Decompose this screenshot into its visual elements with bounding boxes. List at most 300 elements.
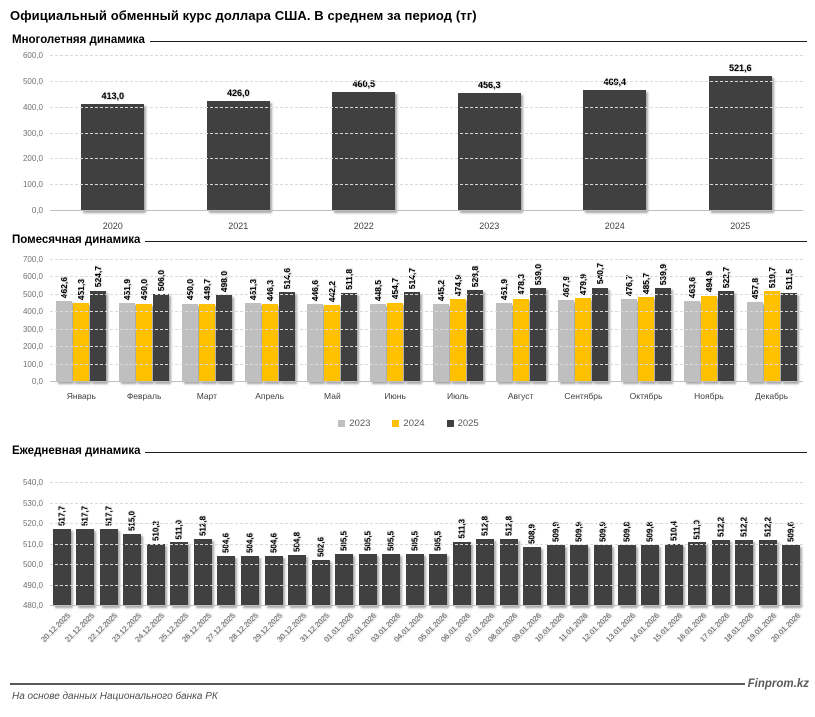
bar-group [570,483,588,606]
x-axis-label: Ноябрь [694,391,724,401]
bar [665,544,683,606]
section-monthly [8,234,809,429]
bar-group [207,56,270,211]
value-label: 512,8 [198,515,208,536]
bar [90,291,106,382]
value-label: 509,9 [574,521,584,542]
value-label: 509,9 [598,521,608,542]
bar [245,303,261,382]
bar-cell [359,483,377,606]
y-axis-tick-label: 600,0 [22,272,43,282]
gridline [50,158,803,159]
x-axis-label: 31.12.2025 [298,611,331,644]
y-axis-monthly [8,255,50,386]
bar-cell [76,483,94,606]
x-axis-label: Январь [66,391,96,401]
bar [433,304,449,382]
gridline [50,55,803,56]
x-axis-label: Декабрь [755,391,789,401]
section-title-daily: Ежедневная динамика [12,445,141,457]
bar-group [594,483,612,606]
bar [147,544,165,606]
bar-group [429,483,447,606]
bar-cell [618,483,636,606]
y-axis-tick-label: 300,0 [22,324,43,334]
x-axis-label: 29.12.2025 [250,611,284,644]
value-label: 510,4 [669,520,679,541]
gridline [50,346,803,347]
x-axis-label-cell [119,382,169,404]
y-axis-tick-label: 200,0 [22,342,43,352]
gridline [50,523,803,524]
x-axis-label: 2022 [353,221,374,231]
x-axis-label: 14.01.2026 [627,611,661,644]
x-axis-label: 21.12.2025 [62,611,96,644]
x-axis-label: 27.12.2025 [203,611,237,644]
bar-cell [688,483,706,606]
y-axis-tick-label: 700,0 [22,255,43,264]
x-axis-label: 28.12.2025 [227,611,261,644]
value-label: 512,8 [480,515,490,536]
bar [467,290,483,382]
section-header-yearly [12,34,807,46]
bar-group [382,483,400,606]
value-label: 474,9 [452,274,463,297]
bar-group [735,483,753,606]
bar-cell [335,483,353,606]
bar [136,304,152,382]
x-axis-label: 09.01.2026 [509,611,543,644]
bar [684,301,700,382]
section-rule [150,41,807,42]
x-axis-label: 24.12.2025 [133,611,167,644]
y-axis-tick-label: 520,0 [22,519,43,528]
bar [618,545,636,606]
x-axis-label-cell [332,211,395,234]
bar [119,303,135,382]
bar [718,291,734,382]
bar-group [288,483,306,606]
x-axis-label-cell [684,382,734,404]
bar [382,554,400,606]
bar-cell [241,483,259,606]
bar-group [547,483,565,606]
bar [530,288,546,382]
bar-cell [759,483,777,606]
bar-cell [100,483,118,606]
bar-group [709,56,772,211]
value-label: 511,0 [692,519,702,540]
section-rule [145,241,807,242]
monthly-bar-chart [8,255,803,404]
bar [764,291,780,382]
value-label: 519,7 [766,267,777,289]
bar-cell [594,483,612,606]
x-axis-label: 07.01.2026 [462,611,496,644]
bar-group [665,483,683,606]
bar [429,554,447,606]
footer [10,678,809,690]
value-label: 508,9 [527,523,537,544]
x-axis-label: 06.01.2026 [439,611,473,644]
value-label: 463,6 [686,276,697,299]
chart-legend [8,418,809,429]
value-label: 521,6 [728,63,752,74]
value-label: 478,3 [515,274,526,296]
value-label: 476,7 [624,274,635,296]
bar [73,303,89,382]
x-axis-label-cell [458,211,521,234]
bar-group [359,483,377,606]
legend-label: 2025 [457,418,479,429]
bar [199,304,215,382]
bar [170,542,188,606]
value-label: 517,7 [80,505,90,526]
x-axis-label-cell [747,382,797,404]
bar-cell [665,483,683,606]
bar [781,293,797,382]
value-label: 512,8 [504,515,514,536]
section-rule [145,452,807,453]
bar [262,304,278,382]
x-axis-label: 18.01.2026 [721,611,755,644]
y-axis-daily [8,478,50,610]
value-label: 505,5 [410,530,420,551]
value-label: 502,6 [316,536,326,557]
x-axis-label: 26.12.2025 [180,611,214,644]
x-axis-label: 23.12.2025 [109,611,143,644]
bar-group [53,483,71,606]
bar-cell [735,483,753,606]
y-axis-tick-label: 100,0 [22,359,43,369]
x-axis-label-cell [182,382,232,404]
section-header-monthly [12,234,807,246]
bar [406,554,424,606]
value-label: 511,8 [344,269,355,290]
x-axis-label: 22.12.2025 [86,611,120,644]
bar [782,545,800,606]
value-label: 451,9 [498,278,509,301]
x-axis-label: 2025 [730,221,751,231]
x-axis-labels-yearly [50,211,803,234]
value-label: 457,8 [749,277,760,300]
y-axis-tick-label: 400,0 [22,102,43,112]
y-axis-tick-label: 540,0 [22,478,43,487]
bar-group [712,483,730,606]
bar-cell [523,483,541,606]
x-axis-label-cell [433,382,483,404]
x-axis-label: 11.01.2026 [557,611,590,644]
x-axis-label: Март [196,391,218,401]
gridline [50,564,803,565]
bar-cell [453,483,471,606]
value-label: 504,8 [292,532,302,553]
value-label: 511,0 [174,519,184,540]
plot-area-yearly [50,56,803,211]
x-axis-label: 2023 [479,221,500,231]
bar [324,305,340,382]
bar [207,101,270,211]
x-axis-label-cell [709,211,772,234]
value-label: 514,7 [407,268,418,290]
bar-group [406,483,424,606]
bar-group [641,483,659,606]
bar-cell [406,483,424,606]
value-label: 512,2 [763,516,773,537]
bar-group [500,483,518,606]
value-label: 451,3 [247,279,258,301]
bar [583,90,646,211]
section-title-monthly: Помесячная динамика [12,234,141,246]
y-axis-tick-label: 500,0 [22,76,43,86]
plot-area-monthly [50,260,803,382]
value-label: 524,7 [93,266,104,288]
value-label: 509,8 [645,521,655,542]
x-axis-label: 2021 [228,221,249,231]
footer-rule [10,683,745,685]
value-label: 522,7 [720,266,731,288]
value-label: 512,2 [716,516,726,537]
bar [570,545,588,606]
bar [387,303,403,382]
value-label: 509,8 [622,521,632,542]
bar-cell [500,483,518,606]
bar-cell [53,483,71,606]
gridline [50,294,803,295]
value-label: 454,7 [390,278,401,300]
x-axis-label: 20.01.2026 [768,611,802,644]
legend-swatch [338,420,345,427]
bar [312,560,330,606]
bar-group [312,483,330,606]
bar [523,547,541,606]
x-axis-label: 13.01.2026 [603,611,637,644]
value-label: 504,6 [245,532,255,553]
x-axis-label-cell [81,211,144,234]
value-label: 469,4 [603,76,627,87]
bar-cell [312,483,330,606]
value-label: 446,6 [310,279,321,302]
legend-entry [392,418,424,429]
bar [123,534,141,606]
bar-group [170,483,188,606]
x-axis-label: 05.01.2026 [415,611,449,644]
y-axis-tick-label: 600,0 [22,51,43,60]
gridline [50,259,803,260]
x-axis-label: 2020 [102,221,123,231]
value-label: 505,5 [433,530,443,551]
legend-label: 2024 [403,418,425,429]
bar-cell [207,56,270,211]
bar-cell [288,483,306,606]
bar [592,288,608,382]
gridline [50,329,803,330]
value-label: 511,5 [783,269,794,290]
value-label: 450,0 [184,279,195,301]
bar [332,92,395,211]
bar [641,545,659,606]
bar [759,540,777,606]
bar-cell [217,483,235,606]
x-axis-label: 20.12.2025 [39,611,73,644]
y-axis-tick-label: 0,0 [31,206,43,215]
bar [500,539,518,606]
bar-group [217,483,235,606]
gridline [50,81,803,82]
x-axis-label-cell [621,382,671,404]
value-label: 512,2 [739,516,749,537]
bar-group [476,483,494,606]
bar-cell [147,483,165,606]
bar-group [523,483,541,606]
value-label: 456,3 [477,80,501,91]
bar-group [123,483,141,606]
value-label: 517,7 [57,505,67,526]
legend-entry [338,418,370,429]
page-title: Официальный обменный курс доллара США. В среднем за период (тг) [10,8,477,23]
x-axis-label: 30.12.2025 [274,611,308,644]
value-label: 451,9 [122,278,133,301]
bar-group [100,483,118,606]
y-axis-tick-label: 500,0 [22,560,43,569]
section-title-yearly: Многолетняя динамика [12,34,145,46]
bar-cell [570,483,588,606]
bar-cell [712,483,730,606]
value-label: 511,3 [457,519,467,539]
value-label: 462,6 [59,277,70,299]
bar [153,294,169,382]
section-daily [8,445,809,670]
bar-group [332,56,395,211]
x-axis-label: 08.01.2026 [486,611,520,644]
value-label: 539,9 [658,263,669,285]
x-axis-label: 2024 [604,221,625,231]
gridline [50,311,803,312]
bar-cell [382,483,400,606]
x-axis-label-cell [245,382,295,404]
value-label: 528,8 [469,265,480,287]
bar-cell [782,483,800,606]
gridline [50,210,803,211]
bar-group [241,483,259,606]
bar [453,542,471,606]
bar [56,301,72,382]
bar [53,529,71,606]
value-label: 540,7 [595,263,606,285]
x-axis-label: 19.01.2026 [745,611,779,644]
bar [288,555,306,606]
bar [182,304,198,382]
y-axis-tick-label: 400,0 [22,307,43,317]
bar [76,529,94,606]
bar-group [81,56,144,211]
x-axis-label: Октябрь [629,391,663,401]
bar-group [458,56,521,211]
bar-cell [583,56,646,211]
x-axis-label: Август [507,391,534,401]
bar [712,540,730,606]
x-axis-label: 25.12.2025 [156,611,190,644]
value-label: 448,5 [373,279,384,301]
gridline [50,276,803,277]
bar-cell [123,483,141,606]
x-axis-label: Апрель [255,391,285,401]
value-label: 506,0 [156,269,167,291]
daily-bar-chart [8,478,803,670]
legend-swatch [392,420,399,427]
y-axis-tick-label: 500,0 [22,289,43,299]
y-axis-tick-label: 300,0 [22,128,43,138]
gridline [50,585,803,586]
value-label: 510,2 [151,521,161,542]
value-label: 515,0 [127,511,137,532]
value-label: 485,7 [641,273,652,295]
x-axis-label: 03.01.2026 [368,611,402,644]
bar [359,554,377,606]
x-axis-label: 17.01.2026 [698,611,732,644]
value-label: 509,9 [551,521,561,542]
bar-cell [709,56,772,211]
x-axis-label-cell [583,211,646,234]
bar [341,293,357,382]
x-axis-label-cell [207,211,270,234]
bar-cell [332,56,395,211]
bar-group [583,56,646,211]
value-label: 514,6 [281,268,292,290]
x-axis-label-cell [370,382,420,404]
bar [655,288,671,382]
bar [370,304,386,382]
bar-group [688,483,706,606]
x-axis-label: Июль [447,391,469,401]
y-axis-tick-label: 100,0 [22,180,43,190]
bar-cell [476,483,494,606]
bar-cell [458,56,521,211]
bar [747,302,763,382]
gridline [50,184,803,185]
bar-group [453,483,471,606]
value-label: 505,5 [363,530,373,551]
plot-area-daily [50,483,803,606]
bar-group [194,483,212,606]
x-axis-labels-monthly [50,382,803,404]
data-source-note: На основе данных Национального банка РК [12,691,218,702]
bar [458,93,521,211]
gridline [50,107,803,108]
y-axis-tick-label: 200,0 [22,154,43,164]
gridline [50,364,803,365]
x-axis-label: Сентябрь [564,391,603,401]
bar [100,529,118,606]
brand-logo: Finprom.kz [747,678,809,690]
x-axis-labels-daily [39,606,803,670]
bars-yearly [50,56,803,211]
x-axis-label: Июнь [384,391,406,401]
bar [496,303,512,382]
value-label: 517,7 [104,505,114,526]
bars-daily [50,483,803,606]
bar-group [147,483,165,606]
x-axis-label-cell [558,382,608,404]
x-axis-label-cell [496,382,546,404]
value-label: 467,9 [561,276,572,298]
bar-cell [547,483,565,606]
x-axis-label-cell [56,382,106,404]
bar [404,292,420,382]
bar [279,292,295,382]
value-label: 445,2 [435,280,446,302]
legend-label: 2023 [349,418,371,429]
